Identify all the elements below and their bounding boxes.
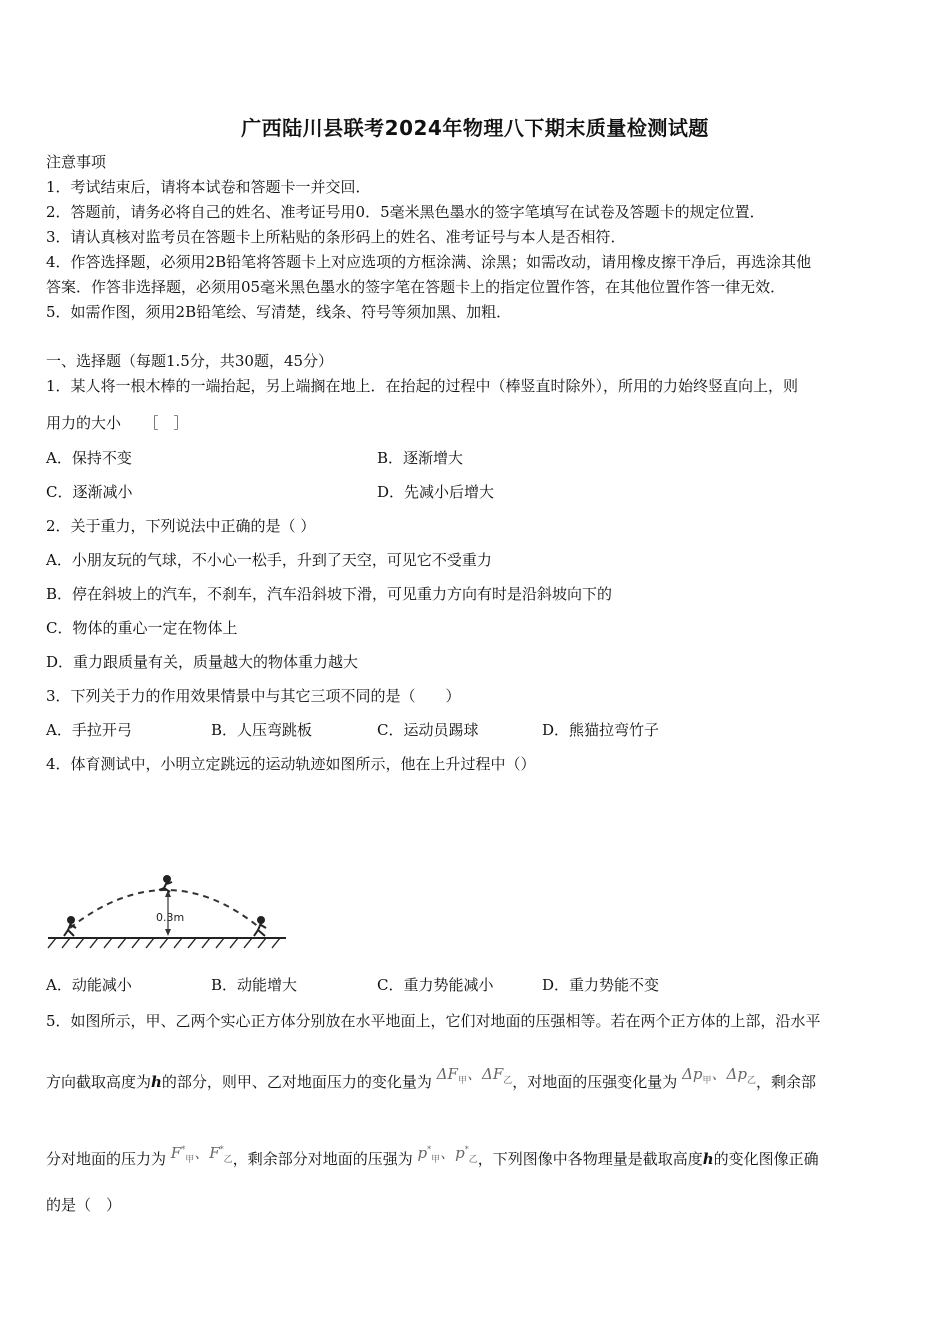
q2-option-b: B．停在斜坡上的汽车，不刹车，汽车沿斜坡下滑，可见重力方向有时是沿斜坡向下的: [46, 585, 613, 603]
q3-option-b: B．人压弯跳板: [211, 721, 313, 739]
q4-option-c: C．重力势能减小: [377, 976, 494, 994]
notice-item: 3．请认真核对监考员在答题卡上所粘贴的条形码上的姓名、准考证号与本人是否相符．: [46, 228, 626, 246]
notice-item: 答案．作答非选择题，必须用05毫米黑色墨水的签字笔在答题卡上的指定位置作答，在其他位置作答一律无效．: [46, 278, 786, 296]
notice-item: 4．作答选择题，必须用2B铅笔将答题卡上对应选项的方框涂满、涂黑；如需改动，请用橡皮擦干净后，再选涂其他: [46, 253, 812, 271]
q5-stem-line2: 方向截取高度为h的部分，则甲、乙对地面压力的变化量为 $\Delta F_甲$、$\Delta F_乙$，对地面的压强变化量为 $\Delta p_甲$、$\Delta p_乙$，剩余部: [46, 1065, 816, 1091]
notice-heading: 注意事项: [46, 153, 107, 171]
q1-option-c: C．逐渐减小: [46, 483, 133, 501]
q5-stem-line3: 分对地面的压力为 $F^*_甲$、$F^*_乙$，剩余部分对地面的压强为 $p^*_甲$、$p^*_乙$，下列图像中各物理量是截取高度h的变化图像正确: [46, 1144, 819, 1168]
notice-item: 2．答题前，请务必将自己的姓名、准考证号用0．5毫米黑色墨水的签字笔填写在试卷及答题卡的规定位置．: [46, 203, 765, 221]
q1-stem-cont: 用力的大小 ［ ］: [46, 414, 189, 432]
q2-option-c: C．物体的重心一定在物体上: [46, 619, 238, 637]
delta-p-symbols: $\Delta p_甲$、$\Delta p_乙$: [682, 1065, 756, 1086]
q2-stem: 2．关于重力，下列说法中正确的是（ ）: [46, 517, 316, 535]
q1-stem: 1．某人将一根木棒的一端抬起，另上端搁在地上．在抬起的过程中（棒竖直时除外），所用的力始终竖直向上，则: [46, 377, 799, 395]
q1-option-a: A．保持不变: [46, 449, 132, 467]
notice-item: 1．考试结束后，请将本试卷和答题卡一并交回．: [46, 178, 371, 196]
long-jump-figure: [46, 866, 288, 958]
delta-f-symbols: $\Delta F_甲$、$\Delta F_乙$: [436, 1065, 513, 1086]
q4-option-d: D．重力势能不变: [542, 976, 660, 994]
q2-option-d: D．重力跟质量有关，质量越大的物体重力越大: [46, 653, 359, 671]
height-label: 0.3m: [156, 911, 185, 924]
q1-option-d: D．先减小后增大: [377, 483, 495, 501]
notice-item: 5．如需作图，须用2B铅笔绘、写清楚，线条、符号等须加黑、加粗．: [46, 303, 512, 321]
section-heading: 一、选择题（每题1.5分，共30题，45分）: [46, 352, 334, 370]
q1-option-b: B．逐渐增大: [377, 449, 464, 467]
q3-option-a: A．手拉开弓: [46, 721, 132, 739]
remaining-force-symbols: $F^*_甲$、$F^*_乙$: [170, 1144, 233, 1165]
q3-option-c: C．运动员踢球: [377, 721, 479, 739]
q5-stem-line1: 5．如图所示，甲、乙两个实心正方体分别放在水平地面上，它们对地面的压强相等。若在两个正方体的上部，沿水平: [46, 1012, 821, 1030]
q4-option-b: B．动能增大: [211, 976, 298, 994]
q2-option-a: A．小朋友玩的气球，不小心一松手，升到了天空，可见它不受重力: [46, 551, 492, 569]
q3-stem: 3．下列关于力的作用效果情景中与其它三项不同的是（ ）: [46, 687, 461, 705]
remaining-pressure-symbols: $p^*_甲$、$p^*_乙$: [417, 1144, 478, 1165]
q4-stem: 4．体育测试中，小明立定跳远的运动轨迹如图所示，他在上升过程中（）: [46, 755, 536, 773]
page-title: 广西陆川县联考2024年物理八下期末质量检测试题: [241, 116, 709, 140]
q5-stem-line4: 的是（ ）: [46, 1196, 122, 1214]
q4-option-a: A．动能减小: [46, 976, 132, 994]
var-h: h: [151, 1073, 162, 1091]
q3-option-d: D．熊猫拉弯竹子: [542, 721, 660, 739]
